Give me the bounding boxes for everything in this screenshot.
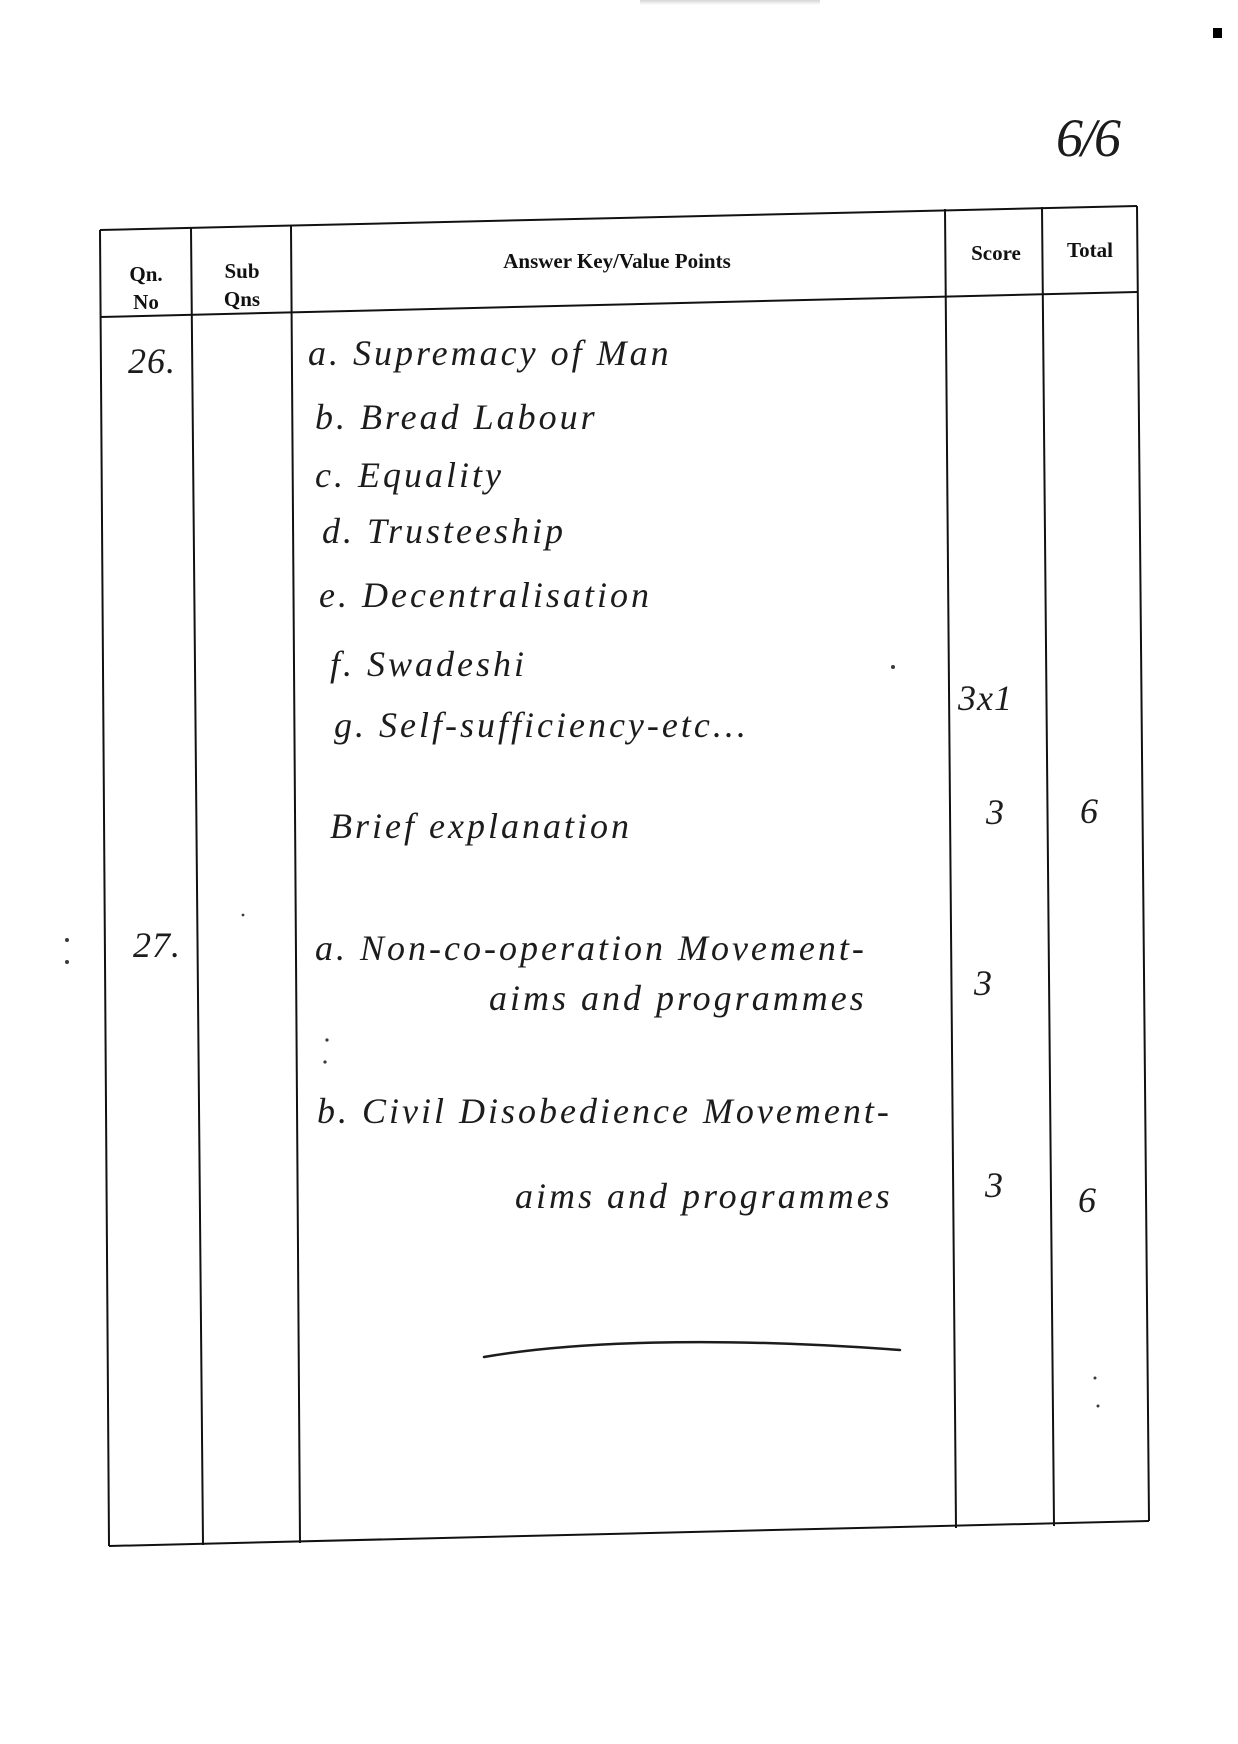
- answer-line: c. Equality: [315, 455, 504, 495]
- answer-line: b. Bread Labour: [315, 397, 598, 437]
- scan-speck: [325, 1038, 328, 1041]
- answer-line: d. Trusteeship: [322, 511, 567, 551]
- header-sub-qns-line1: Sub: [224, 259, 260, 283]
- column-divider-score-total: [1042, 207, 1054, 1526]
- column-divider-sub-answer: [291, 226, 300, 1543]
- total-value: 6: [1080, 791, 1099, 831]
- answer-line: a. Non-co-operation Movement-: [315, 928, 867, 968]
- answer-line: e. Decentralisation: [319, 575, 652, 615]
- answer-line: b. Civil Disobedience Movement-: [317, 1091, 892, 1131]
- answer-line: f. Swadeshi: [330, 644, 528, 684]
- table-border-right: [1137, 206, 1149, 1521]
- score-value: 3: [986, 792, 1005, 832]
- column-divider-qn-sub: [191, 228, 203, 1545]
- table-border-top: [100, 206, 1137, 230]
- header-sub-qns: [202, 257, 282, 313]
- answer-line: g. Self-sufficiency-etc...: [334, 705, 749, 745]
- scan-speck: [1097, 1405, 1100, 1408]
- answer-line: aims and programmes: [515, 1176, 893, 1216]
- page-number: 6/6: [1056, 108, 1120, 168]
- end-of-answer-stroke: [484, 1342, 900, 1357]
- header-score: Score: [971, 241, 1021, 265]
- header-total: Total: [1067, 238, 1113, 262]
- scan-speck: [65, 960, 69, 964]
- header-answer-key: Answer Key/Value Points: [503, 249, 731, 273]
- header-qn-no: [106, 260, 186, 316]
- score-value: 3x1: [958, 678, 1013, 718]
- column-divider-answer-score: [945, 209, 956, 1528]
- scan-speck: [65, 938, 69, 942]
- total-value: 6: [1078, 1180, 1097, 1220]
- table-border-bottom: [109, 1521, 1149, 1546]
- scan-speck: [323, 1060, 326, 1063]
- scan-speck: [242, 914, 245, 917]
- header-qn-no-line2: No: [133, 290, 159, 314]
- header-qn-no-line1: Qn.: [129, 262, 163, 286]
- score-value: 3: [985, 1165, 1004, 1205]
- scan-speck: [891, 665, 895, 669]
- answer-line: aims and programmes: [489, 978, 867, 1018]
- question-number: 26.: [128, 341, 176, 381]
- question-number: 27.: [133, 925, 181, 965]
- table-border-left: [100, 230, 109, 1546]
- answer-line: Brief explanation: [330, 806, 632, 846]
- scan-speck: [1094, 1377, 1097, 1380]
- answer-line: a. Supremacy of Man: [308, 333, 672, 373]
- score-value: 3: [974, 963, 993, 1003]
- header-sub-qns-line2: Qns: [223, 287, 261, 311]
